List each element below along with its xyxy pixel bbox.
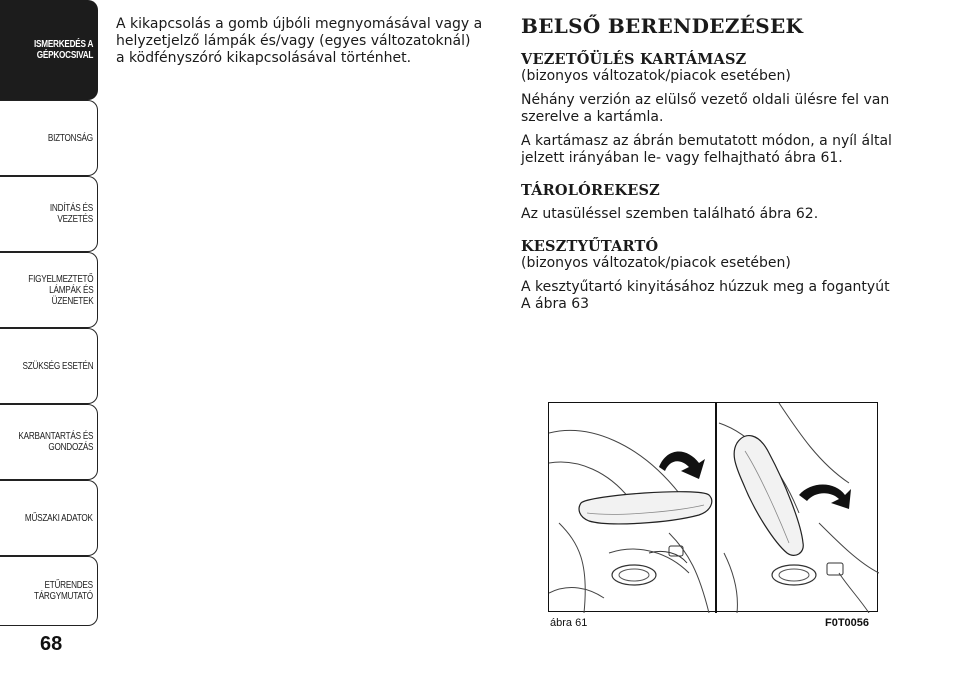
figure-caption: ábra 61 [550,617,588,629]
page-number: 68 [40,633,63,655]
tab-label: MŰSZAKI ADATOK [25,512,93,524]
armrest-note: (bizonyos változatok/piacok esetében) [521,68,791,84]
section-title: BELSŐ BERENDEZÉSEK [521,14,804,38]
tab-label: ISMERKEDÉS A GÉPKOCSIVAL [33,39,93,61]
storage-title: TÁROLÓREKESZ [521,182,660,199]
tab-label: SZÜKSÉG ESETÉN [22,360,93,372]
tab-biztonsag[interactable] [0,100,98,176]
tab-targymutato[interactable] [0,556,98,626]
glovebox-title: KESZTYŰTARTÓ [521,238,659,255]
intro-paragraph: A kikapcsolás a gomb újbóli megnyomásával vagy a helyzetjelző lámpák és/vagy (egyes változatoknál) a ködfényszóró kikapcsolásával történhet. [116,16,483,66]
tab-inditas[interactable] [0,176,98,252]
tab-karbantartas[interactable] [0,404,98,480]
glovebox-para: A kesztyűtartó kinyitásához húzzuk meg a fogantyút A ábra 63 [521,279,890,312]
tab-label: ETŰRENDES TÁRGYMUTATÓ [34,580,93,602]
left-column [116,16,488,67]
glovebox-note: (bizonyos változatok/piacok esetében) [521,255,791,271]
tab-muszaki[interactable] [0,480,98,556]
tab-label: BIZTONSÁG [47,132,93,144]
armrest-para-2: A kartámasz az ábrán bemutatott módon, a nyíl által jelzett irányában le- vagy felhajtható ábra 61. [521,133,892,166]
tab-szukseg[interactable] [0,328,98,404]
tab-figyelmezteto[interactable] [0,252,98,328]
armrest-illustration [548,402,878,612]
armrest-drawing [549,403,879,613]
tab-label: KARBANTARTÁS ÉS GONDOZÁS [18,431,93,453]
right-column [521,16,911,313]
tab-ismerkedes[interactable] [0,0,98,100]
arrow-up-icon [659,451,705,479]
armrest-para-1: Néhány verzión az elülső vezető oldali ülésre fel van szerelve a kartámla. [521,92,890,125]
armrest-title: VEZETŐÜLÉS KARTÁMASZ [521,51,747,68]
figure-code: F0T0056 [825,617,870,629]
storage-para: Az utasüléssel szemben található ábra 62. [521,206,819,222]
tab-label: FIGYELMEZTETŐ LÁMPÁK ÉS ÜZENETEK [27,273,93,307]
tab-label: INDÍTÁS ÉS VEZETÉS [49,203,93,225]
arrow-down-icon [799,485,851,510]
